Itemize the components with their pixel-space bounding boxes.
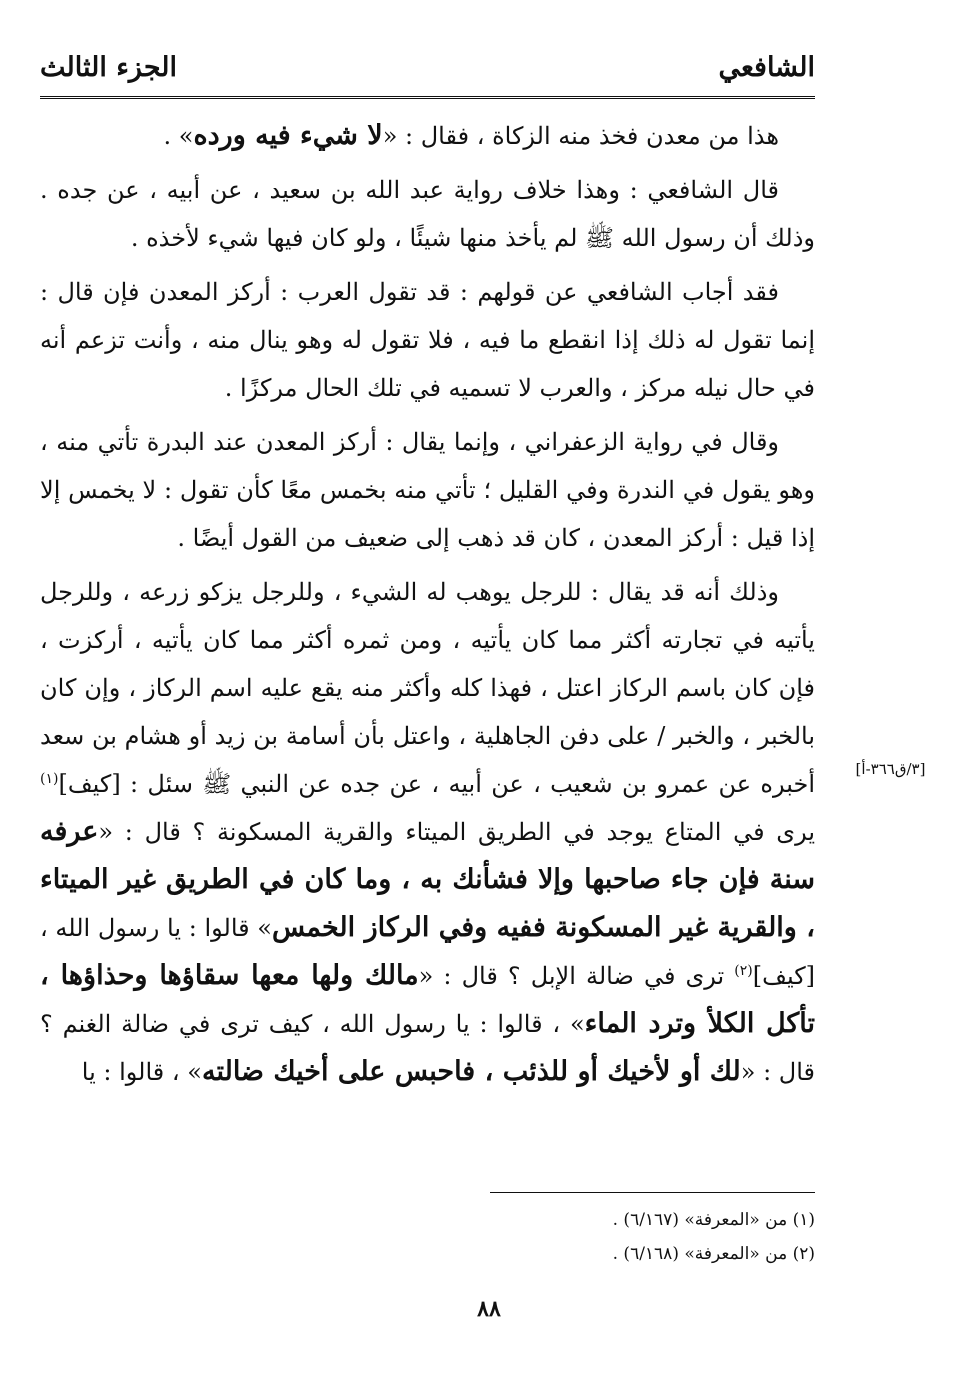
text-segment: » ، قالوا : يا xyxy=(81,1058,202,1086)
header-volume-title: الجزء الثالث xyxy=(40,52,177,83)
text-segment: قال الشافعي : وهذا خلاف رواية عبد الله بن سعيد ، عن أبيه ، عن جده . وذلك أن رسول الله ﷺ لم يأخذ منها شيئًا ، ولو كان فيها شيء لأخذه . xyxy=(40,176,815,252)
paragraph-p1 xyxy=(40,112,815,160)
footnote-ref[interactable]: (٢) xyxy=(734,963,753,979)
text-segment: وذلك أنه قد يقال : للرجل يوهب له الشيء ، وللرجل يزكو زرعه ، وللرجل يأتيه في تجارته أكثر مما كان يأتيه ، ومن ثمره أكثر مما كان يأتيه ، أركزت ، فإن كان باسم الركاز اعتل ، فهذا كله وأكثر منه يقع عليه اسم الركاز ، وإن كان بالخبر ، والخبر / على دفن الجاهلية ، واعتل بأن أسامة بن زيد أو هشام بن سعد أخبره عن عمرو بن شعيب ، عن أبيه ، عن جده عن النبي ﷺ سئل : [كيف] xyxy=(40,578,815,798)
running-header xyxy=(40,46,815,99)
paragraph-p5 xyxy=(40,568,815,1096)
footnotes xyxy=(490,1203,815,1271)
text-segment: » ، قالوا : يا رسول الله ، كيف ترى في ضالة الغنم ؟ قال : « xyxy=(40,1010,815,1086)
paragraph-p2 xyxy=(40,166,815,262)
header-book-title: الشافعي xyxy=(718,52,815,83)
text-segment: فقد أجاب الشافعي عن قولهم : قد تقول العرب : أركز المعدن فإن قال : إنما تقول له ذلك إذا انقطع ما فيه ، فلا تقول له وهو ينال منه ، وأنت تزعم أنه في حال نيله مركز ، والعرب لا تسميه في تلك الحال مركزًا . xyxy=(40,278,815,402)
text-segment: يرى في المتاع يوجد في الطريق الميتاء والقرية المسكونة ؟ قال : « xyxy=(98,818,815,846)
hadith-text: لك أو لأخيك أو للذئب ، فاحبس على أخيك ضالته xyxy=(201,1056,741,1087)
footnote-separator xyxy=(490,1192,815,1193)
hadith-text: مالك ولها معها سقاؤها وحذاؤها ، تأكل الكلأ وترد الماء xyxy=(40,960,815,1039)
text-segment: وقال في رواية الزعفراني ، وإنما يقال : أركز المعدن عند البدرة تأتي منه ، وهو يقول في الندرة وفي القليل ؛ تأتي منه بخمس معًا كأن تقول : لا يخمس إلا إذا قيل : أركز المعدن ، كان قد ذهب إلى ضعيف من القول أيضًا . xyxy=(40,428,815,552)
page-number: ٨٨ xyxy=(477,1296,501,1322)
footnote-1: (١) من «المعرفة» (٦/١٦٧) . xyxy=(612,1210,815,1230)
text-segment: هذا من معدن فخذ منه الزكاة ، فقال : « xyxy=(382,122,779,150)
margin-manuscript-ref: [٣/ق٣٦٦-أ] xyxy=(855,760,926,778)
hadith-text: عرفه سنة فإن جاء صاحبها وإلا فشأنك به ، وما كان في الطريق غير الميتاء ، والقرية غير المسكونة ففيه وفي الركاز الخمس xyxy=(40,816,815,943)
hadith-text: لا شيء فيه ورده xyxy=(193,120,383,151)
text-segment: ترى في ضالة الإبل ؟ قال : « xyxy=(418,962,735,990)
text-segment: » . xyxy=(163,122,194,150)
paragraph-p4 xyxy=(40,418,815,562)
footnote-ref[interactable]: (١) xyxy=(40,771,59,787)
main-text xyxy=(40,112,815,1102)
paragraph-p3 xyxy=(40,268,815,412)
text-segment: » قالوا : يا رسول الله ، [كيف] xyxy=(40,914,815,990)
footnote-2: (٢) من «المعرفة» (٦/١٦٨) . xyxy=(612,1244,815,1264)
